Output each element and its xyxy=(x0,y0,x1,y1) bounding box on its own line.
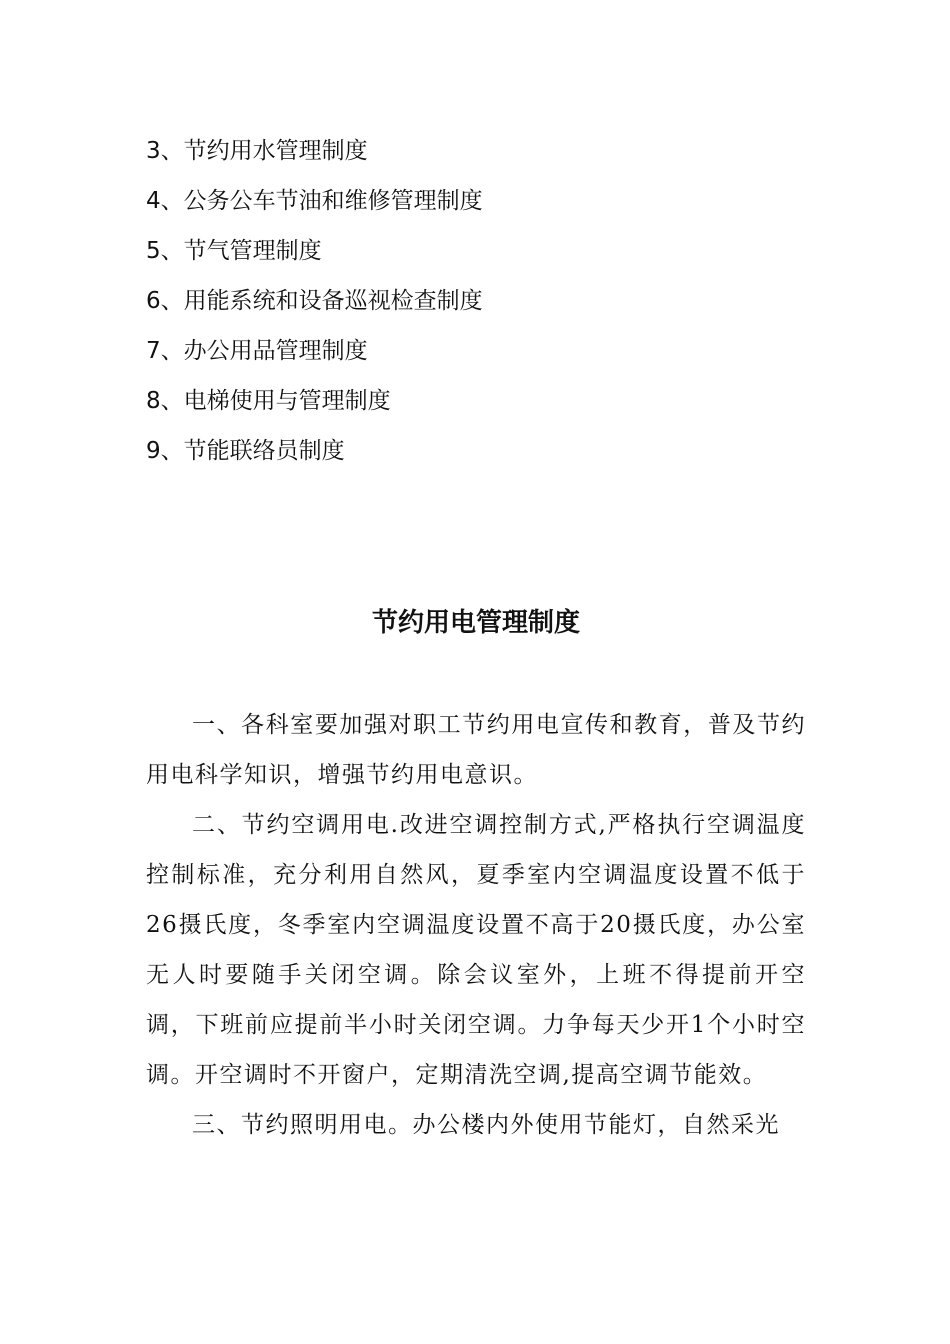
paragraph-3: 三、节约照明用电。办公楼内外使用节能灯，自然采光 xyxy=(192,1112,780,1138)
list-item-water: 3、节约用水管理制度 xyxy=(146,138,368,164)
list-item-vehicle: 4、公务公车节油和维修管理制度 xyxy=(146,188,483,214)
list-item-inspection: 6、用能系统和设备巡视检查制度 xyxy=(146,288,483,314)
list-item-elevator: 8、电梯使用与管理制度 xyxy=(146,388,391,414)
list-item-liaison: 9、节能联络员制度 xyxy=(146,438,345,464)
list-item-gas: 5、节气管理制度 xyxy=(146,238,322,264)
list-item-office-supplies: 7、办公用品管理制度 xyxy=(146,338,368,364)
section-title: 节约用电管理制度 xyxy=(371,608,580,638)
paragraph-2: 二、节约空调用电.改进空调控制方式,严格执行空调温度控制标准，充分利用自然风，夏季室内空调温度设置不低于26摄氏度，冬季室内空调温度设置不高于20摄氏度，办公室无人时要随手关闭空调。除会议室外，上班不得提前开空调，下班前应提前半小时关闭空调。力争每天少开1个小时空调。开空调时不开窗户，定期清洗空调,提高空调节能效。 xyxy=(146,812,806,1088)
paragraph-1: 一、各科室要加强对职工节约用电宣传和教育，普及节约用电科学知识，增强节约用电意识。 xyxy=(146,712,806,788)
regulation-list xyxy=(146,126,826,476)
section-body xyxy=(146,700,806,1150)
